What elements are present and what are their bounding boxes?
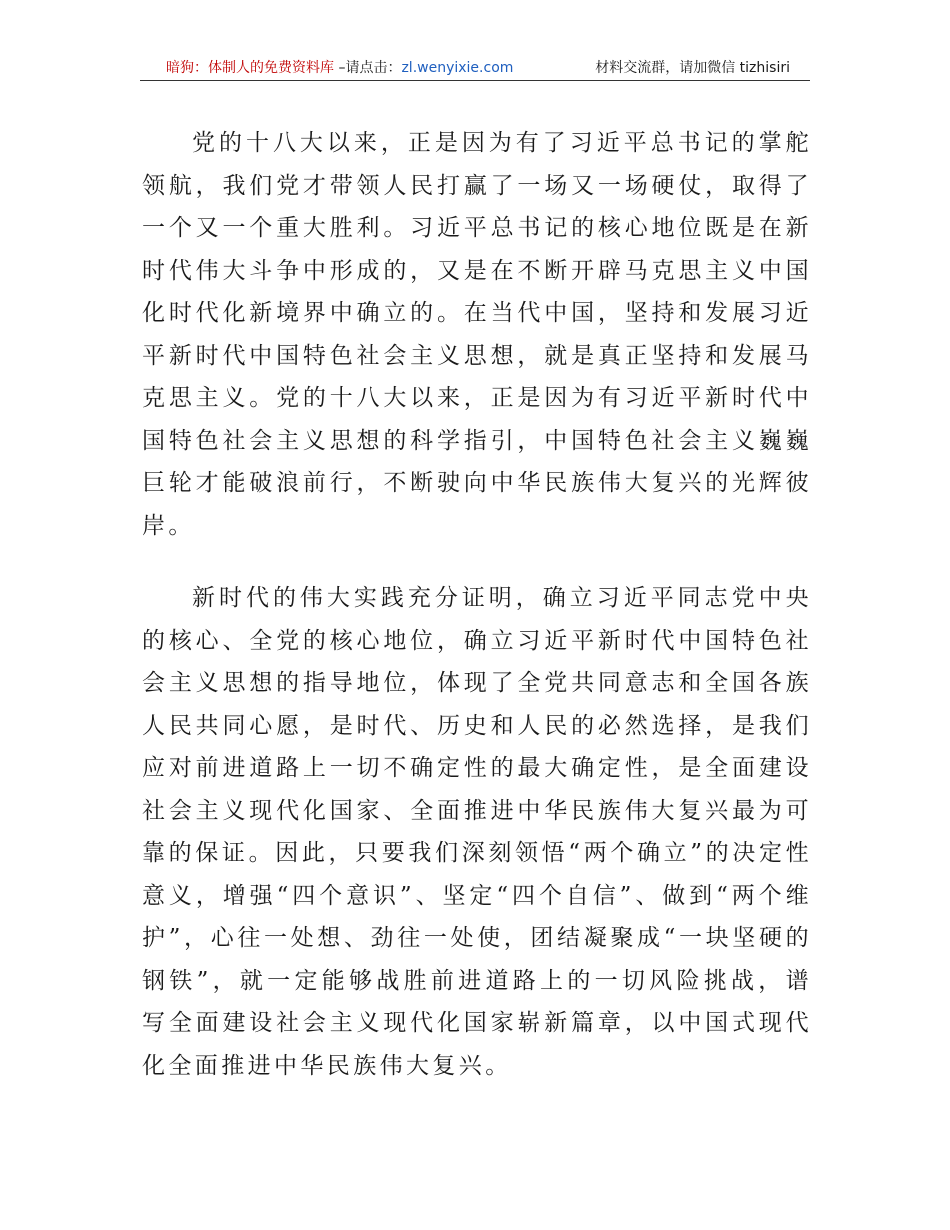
header-brand-text: 暗狗：体制人的免费资料库: [166, 60, 334, 76]
header-left: [166, 58, 513, 78]
paragraph-2: 新时代的伟大实践充分证明，确立习近平同志党中央的核心、全党的核心地位，确立习近平新时代中国特色社会主义思想的指导地位，体现了全党共同意志和全国各族人民共同心愿，是时代、历史和人民的必然选择，是我们应对前进道路上一切不确定性的最大确定性，是全面建设社会主义现代化国家、全面推进中华民族伟大复兴最为可靠的保证。因此，只要我们深刻领悟“两个确立”的决定性意义，增强“四个意识”、坚定“四个自信”、做到“两个维护”，心往一处想、劲往一处使，团结凝聚成“一块坚硬的钢铁”，就一定能够战胜前进道路上的一切风险挑战，谱写全面建设社会主义现代化国家崭新篇章，以中国式现代化全面推进中华民族伟大复兴。: [142, 585, 812, 1079]
document-body: [142, 122, 812, 1087]
header-link[interactable]: zl.wenyixie.com: [401, 60, 514, 76]
paragraph-1: 党的十八大以来，正是因为有了习近平总书记的掌舵领航，我们党才带领人民打赢了一场又一场硬仗，取得了一个又一个重大胜利。习近平总书记的核心地位既是在新时代伟大斗争中形成的，又是在不断开辟马克思主义中国化时代化新境界中确立的。在当代中国，坚持和发展习近平新时代中国特色社会主义思想，就是真正坚持和发展马克思主义。党的十八大以来，正是因为有习近平新时代中国特色社会主义思想的科学指引，中国特色社会主义巍巍巨轮才能破浪前行，不断驶向中华民族伟大复兴的光辉彼岸。: [142, 130, 812, 539]
page-header: [140, 58, 810, 81]
header-contact-text: 材料交流群，请加微信 tizhisiri: [595, 60, 790, 76]
header-separator: –请点击：: [334, 60, 402, 76]
